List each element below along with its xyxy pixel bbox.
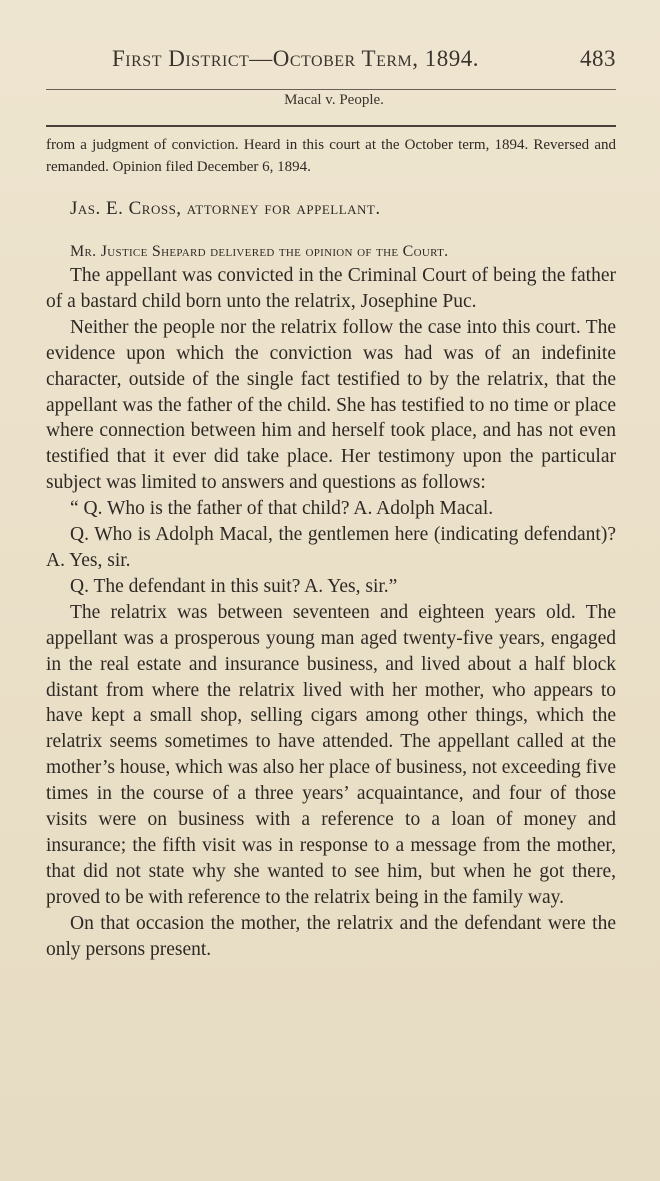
paragraph: Q. The defendant in this suit? A. Yes, sir.” [70,575,398,597]
paragraph: The appellant was convicted in the Criminal Court of being the father of a bastard child born unto the relatrix, Josephine Puc. [46,265,616,312]
paragraph: Neither the people nor the relatrix follow the case into this court. The evidence upon which the conviction was had was of an indefinite character, outside of the single fact testified to by the relatrix, that the appellant was the father of the child. She has testified to no time or place where connection between him and herself took place, and has not even testified that it ever did take place. Her testimony upon the particular subject was limited to answers and questions as follows: [46,316,616,494]
headnote-text: from a judgment of conviction. Heard in this court at the October term, 1894. Reversed and remanded. Opinion filed December 6, 1894. [46,137,616,175]
paragraph: “ Q. Who is the father of that child? A. Adolph Macal. [70,498,494,520]
page-number: 483 [580,46,616,71]
header-rule-top [46,89,616,90]
paragraph: The relatrix was between seventeen and eighteen years old. The appellant was a prosperous young man aged twenty-five years, engaged in the real estate and insurance business, and lived about a half block distant from where the relatrix lived with her mother, who appears to have kept a small shop, selling cigars among other things, which the relatrix seems sometimes to have attended. The appellant called at the mother’s house, which was also her place of business, not exceeding five times in the course of a three years’ acquaintance, and four of those visits were on business with a reference to a loan of money and insurance; the fifth visit was in response to a message from the mother, that did not state why she wanted to see him, but when he got there, proved to be with reference to the relatrix being in the family way. [46,601,616,908]
running-head [112,46,616,78]
paragraph: Q. Who is Adolph Macal, the gentlemen here (indicating defendant)? A. Yes, sir. [46,524,616,571]
opinion-heading: Mr. Justice Shepard delivered the opinion of the Court. [70,243,449,260]
attorney-line: Jas. E. Cross, attorney for appellant. [70,198,381,219]
running-head-title: First District—October Term, 1894. [112,46,480,71]
header-rule-bottom [46,125,616,127]
opinion-body [46,263,616,962]
paragraph: On that occasion the mother, the relatrix and the defendant were the only persons present. [46,912,616,960]
case-caption: Macal v. People. [284,92,384,108]
